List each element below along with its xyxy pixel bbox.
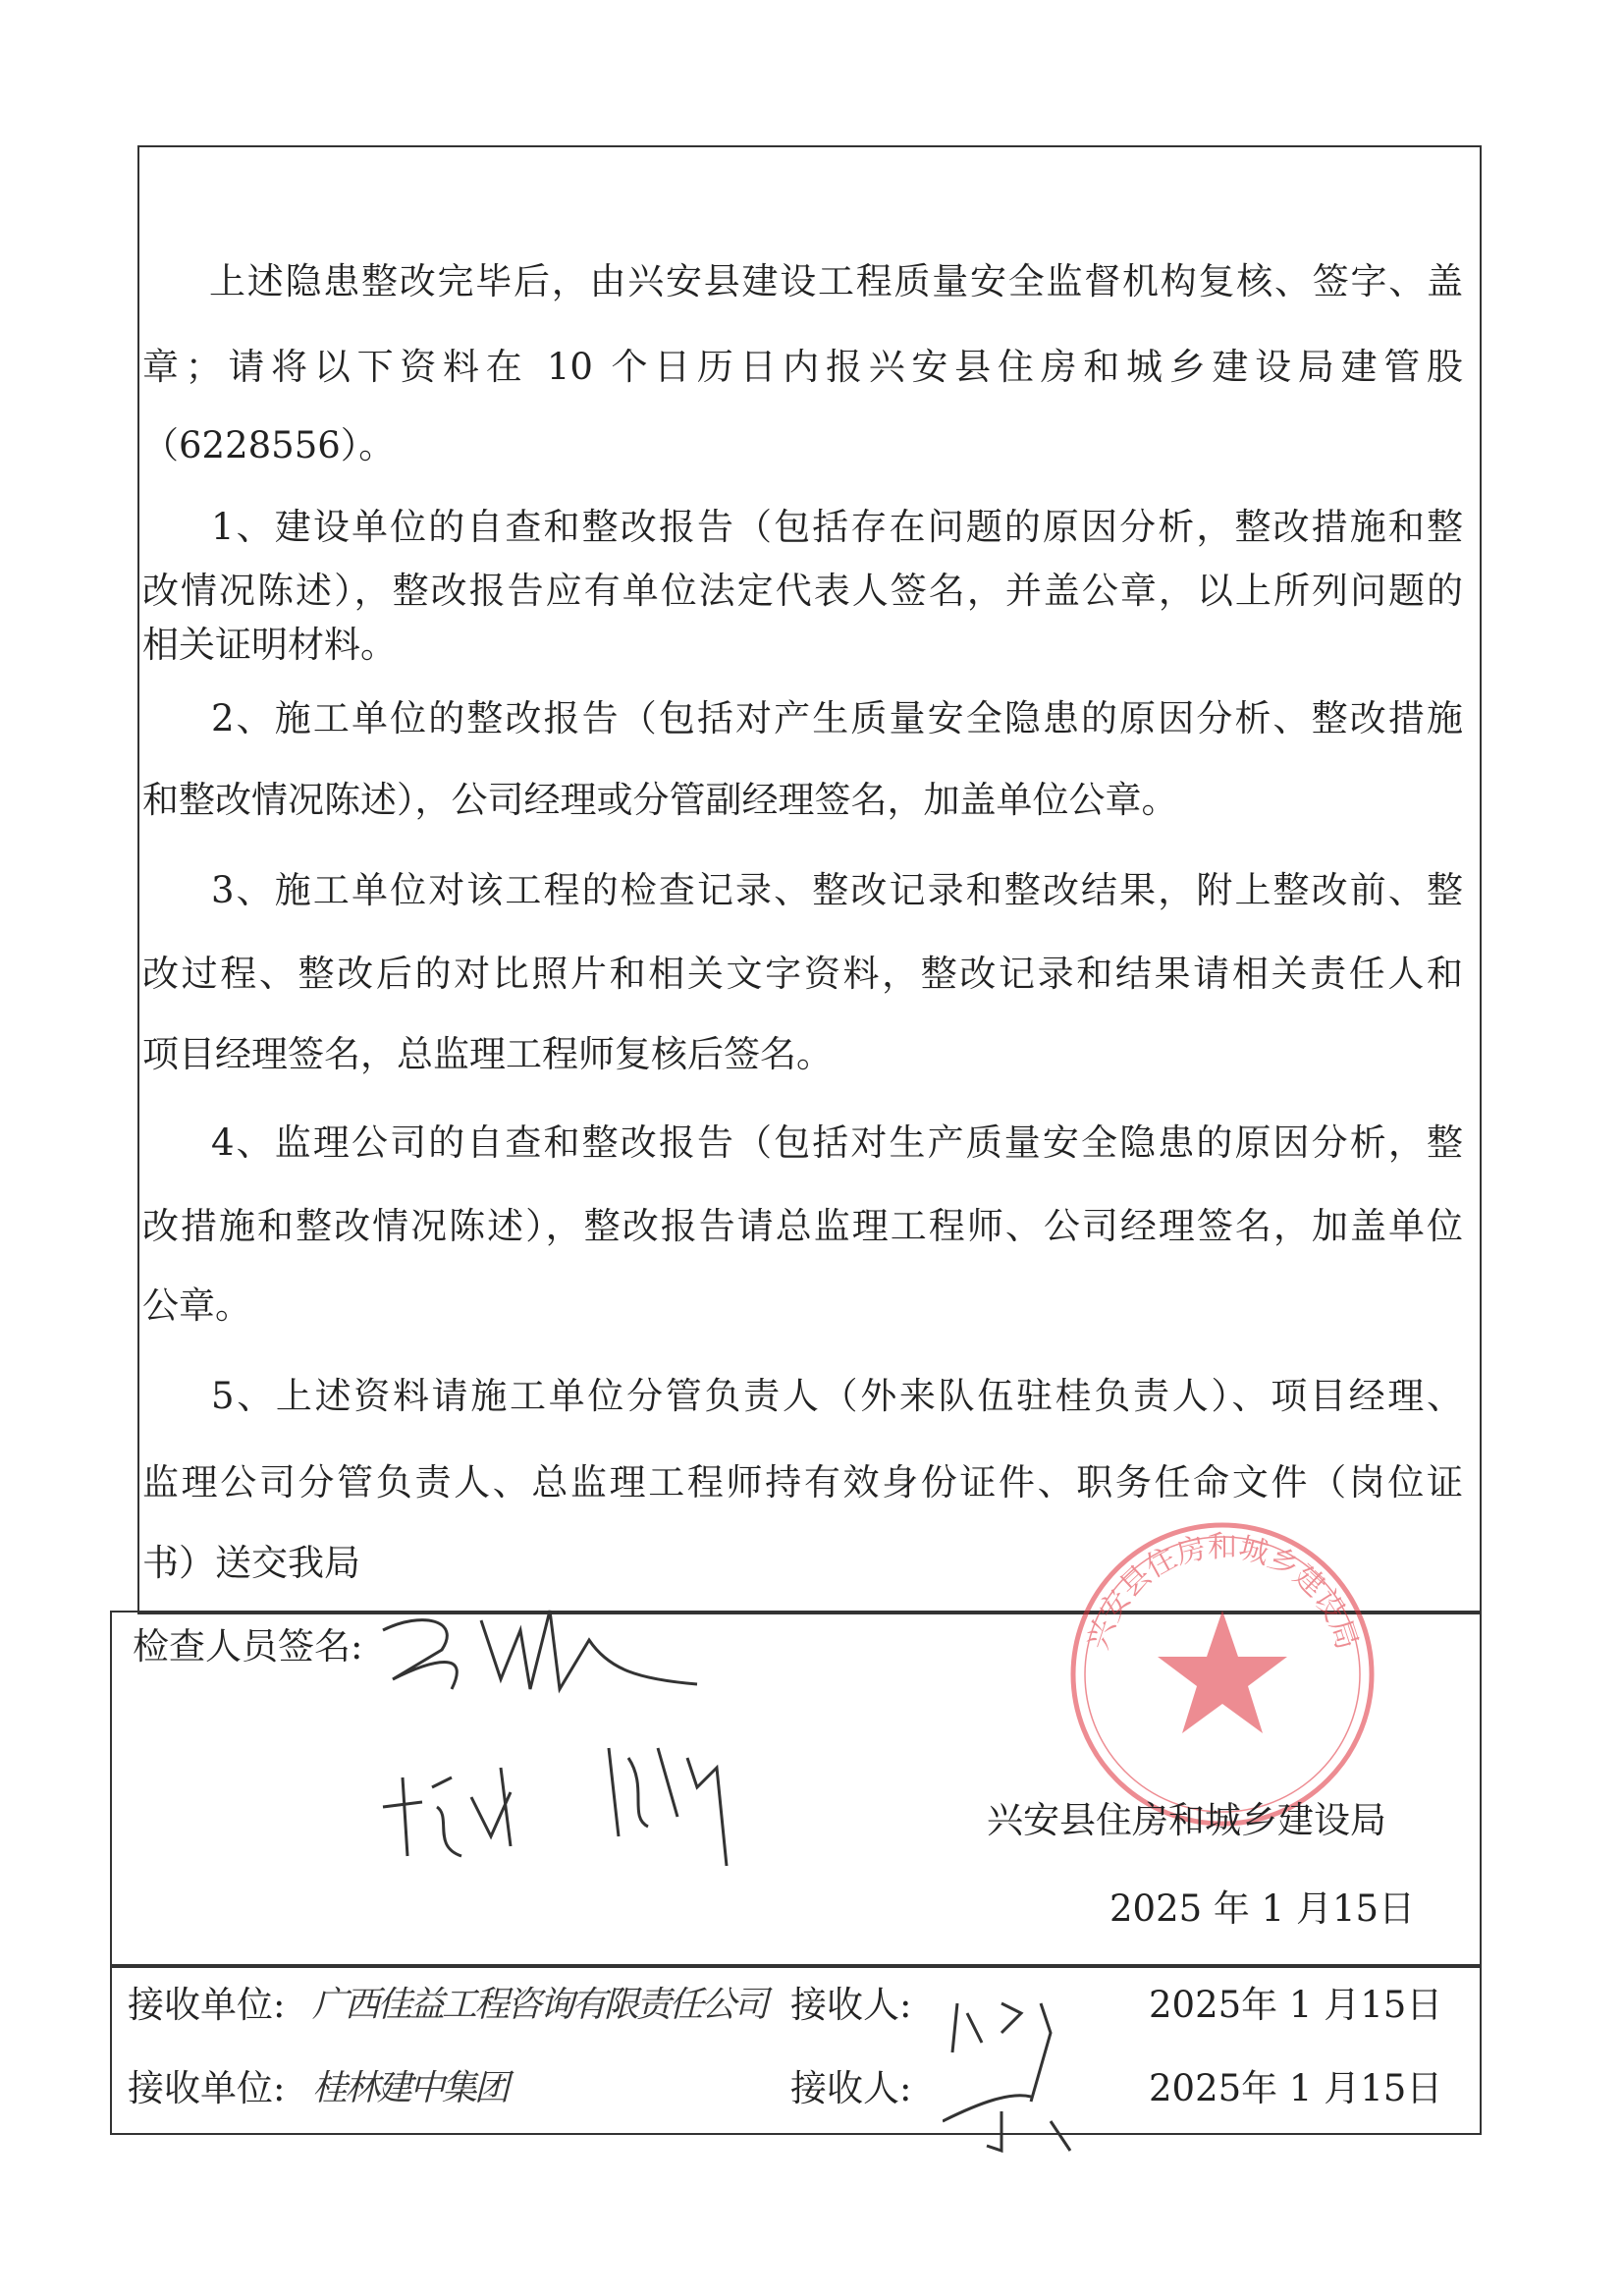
receiver-label: 接收人:: [790, 2067, 912, 2109]
receiver-signatures: [943, 1974, 1139, 2170]
receiving-unit-label: 接收单位:: [128, 1984, 286, 2026]
receiver-label: 接收人:: [790, 1984, 912, 2026]
item5-line: 书）送交我局: [142, 1542, 360, 1584]
intro-line: （6228556）。: [142, 424, 396, 466]
inspection-date: 2025 年 1 月15日: [1109, 1887, 1416, 1930]
receiving-unit-name: 广西佳益工程咨询有限责任公司: [312, 1985, 767, 2025]
item3-line: 改过程、整改后的对比照片和相关文字资料，整改记录和结果请相关责任人和: [142, 953, 1463, 995]
receiving-unit-label: 接收单位:: [128, 2067, 286, 2109]
receipt-date: 2025年 1 月15日: [1149, 1984, 1443, 2026]
item5-line: 5、上述资料请施工单位分管负责人（外来队伍驻桂负责人）、项目经理、: [211, 1375, 1463, 1417]
item3-line: 项目经理签名，总监理工程师复核后签名。: [142, 1033, 833, 1075]
item4-line: 公章。: [142, 1285, 251, 1327]
item4-line: 改措施和整改情况陈述），整改报告请总监理工程师、公司经理签名，加盖单位: [142, 1205, 1463, 1247]
receipt-date: 2025年 1 月15日: [1149, 2067, 1443, 2109]
issuing-authority: 兴安县住房和城乡建设局: [987, 1799, 1386, 1841]
item2-line: 和整改情况陈述），公司经理或分管副经理签名，加盖单位公章。: [142, 779, 1178, 821]
item2-line: 2、施工单位的整改报告（包括对产生质量安全隐患的原因分析、整改措施: [211, 697, 1463, 739]
receiving-unit-name: 桂林建中集团: [312, 2068, 508, 2108]
item1-line: 1、建设单位的自查和整改报告（包括存在问题的原因分析，整改措施和整: [211, 506, 1463, 548]
seal-text: 兴安县住房和城乡建设局: [1080, 1530, 1365, 1655]
intro-line: 章；请将以下资料在 10 个日历日内报兴安县住房和城乡建设局建管股: [142, 346, 1463, 388]
inspector-signatures: [363, 1591, 815, 1886]
inspector-signature-label: 检查人员签名:: [133, 1625, 363, 1667]
item5-line: 监理公司分管负责人、总监理工程师持有效身份证件、职务任命文件（岗位证: [142, 1461, 1463, 1503]
item1-line: 改情况陈述），整改报告应有单位法定代表人签名，并盖公章，以上所列问题的: [142, 570, 1463, 612]
item3-line: 3、施工单位对该工程的检查记录、整改记录和整改结果，附上整改前、整: [211, 869, 1463, 911]
official-seal: [1065, 1517, 1380, 1831]
item4-line: 4、监理公司的自查和整改报告（包括对生产质量安全隐患的原因分析，整: [211, 1121, 1463, 1164]
item1-line: 相关证明材料。: [142, 624, 397, 666]
intro-line: 上述隐患整改完毕后，由兴安县建设工程质量安全监督机构复核、签字、盖: [209, 260, 1463, 302]
